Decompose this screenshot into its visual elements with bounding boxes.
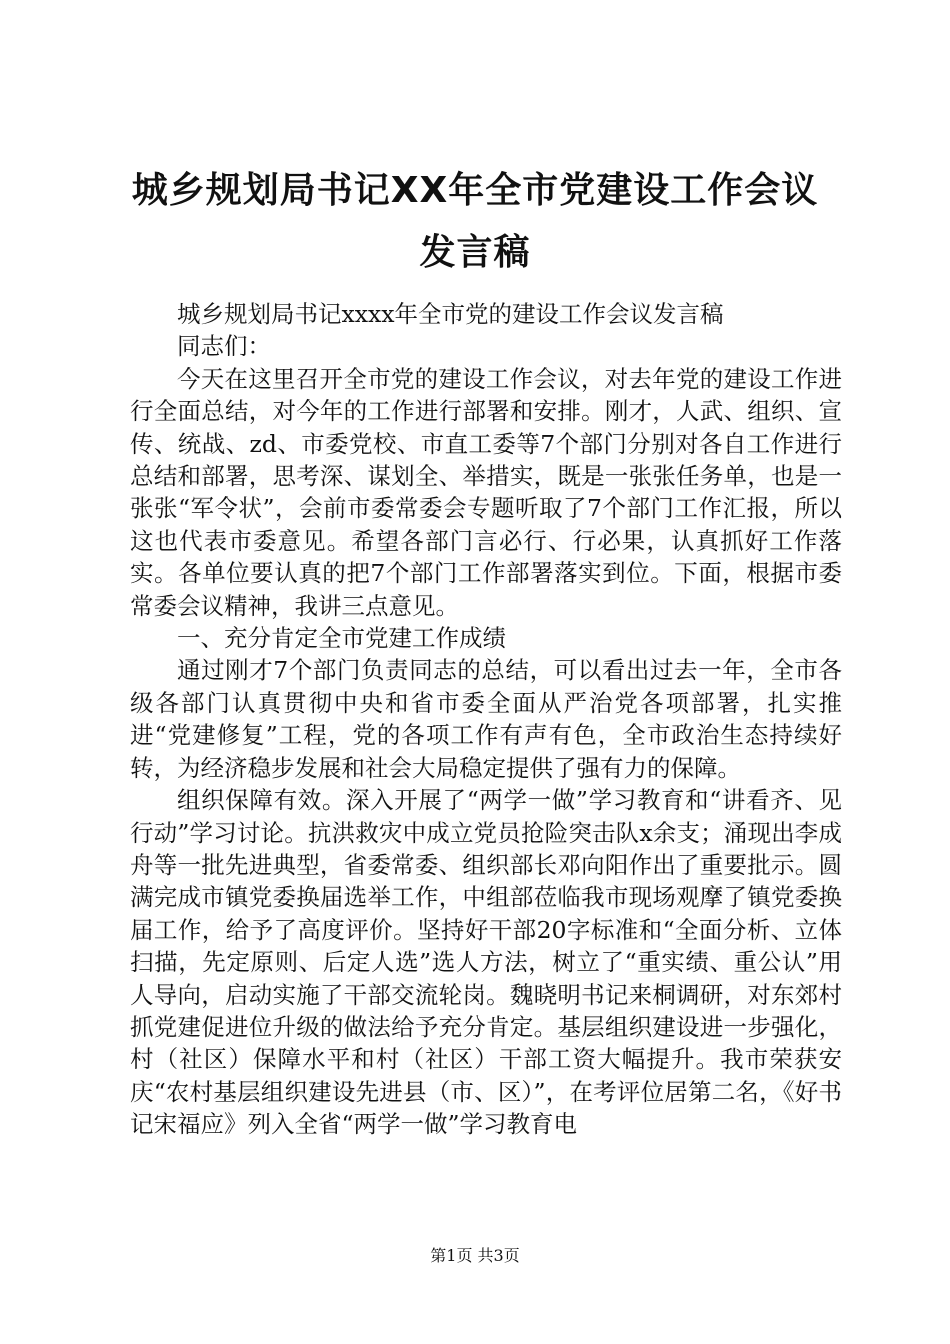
paragraph-salutation: 同志们： [177,332,271,361]
section-heading-1: 一、充分肯定全市党建工作成绩 [177,624,506,653]
paragraph-organization: 组织保障有效。深入开展了“两学一做”学习教育和“讲看齐、见行动”学习讨论。抗洪救灾中成立党员抢险突击队x余支；涌现出李成舟等一批先进典型，省委常委、组织部长邓向阳作出了重要批示。圆满完成市镇党委换届选举工作，中组部莅临我市现场观摩了镇党委换届工作，给予了高度评价。坚持好干部20字标准和“全面分析、立体扫描，先定原则、后定人选”选人方法，树立了“重实绩、重公认”用人导向，启动实施了干部交流轮岗。魏晓明书记来桐调研，对东郊村抓党建促进位升级的做法给予充分肯定。基层组织建设进一步强化，村（社区）保障水平和村（社区）干部工资大幅提升。我市荣获安庆“农村基层组织建设先进县（市、区）”，在考评位居第二名，《好书记宋福应》列入全省“两学一做”学习教育电 [130,786,842,1139]
document-title: 城乡规划局书记XX年全市党建设工作会议发言稿 [131,170,819,273]
paragraph-intro: 今天在这里召开全市党的建设工作会议，对去年党的建设工作进行全面总结，对今年的工作进行部署和安排。刚才，人武、组织、宣传、统战、zd、市委党校、市直工委等7个部门分别对各自工作进行总结和部署，思考深、谋划全、举措实，既是一张张任务单，也是一张张“军令状”，会前市委常委会专题听取了7个部门工作汇报，所以这也代表市委意见。希望各部门言必行、行必果，认真抓好工作落实。各单位要认真的把7个部门工作部署落实到位。下面，根据市委常委会议精神，我讲三点意见。 [130,364,842,620]
document-body [130,298,842,1141]
page-footer: 第1页 共3页 [430,1246,520,1265]
paragraph-subtitle: 城乡规划局书记xxxx年全市党的建设工作会议发言稿 [177,300,724,328]
paragraph-summary: 通过刚才7个部门负责同志的总结，可以看出过去一年，全市各级各部门认真贯彻中央和省市委全面从严治党各项部署，扎实推进“党建修复”工程，党的各项工作有声有色，全市政治生态持续好转，为经济稳步发展和社会大局稳定提供了强有力的保障。 [130,656,842,782]
